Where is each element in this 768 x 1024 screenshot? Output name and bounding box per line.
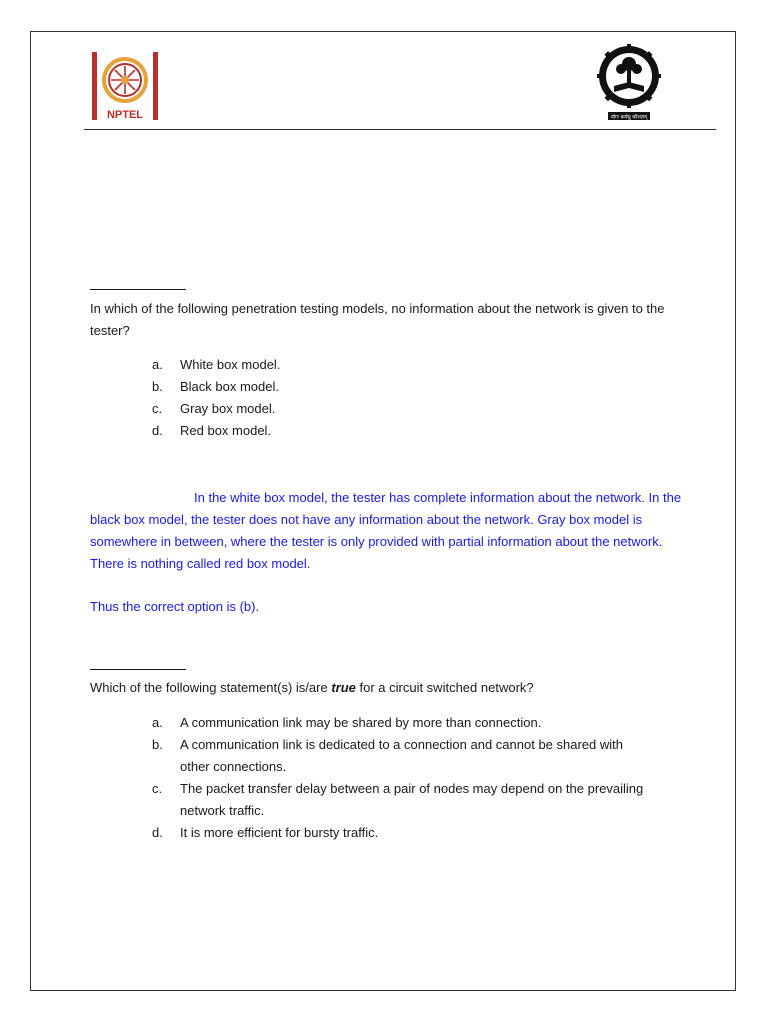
list-item [152, 822, 692, 844]
option-letter: b. [152, 379, 163, 394]
question-2-text-end: for a circuit switched network? [355, 680, 534, 695]
option-letter: a. [152, 357, 163, 372]
question-number-underline [90, 669, 186, 670]
header-divider [84, 129, 716, 130]
question-2-text-start: Which of the following statement(s) is/are [90, 680, 332, 695]
option-letter: c. [152, 401, 163, 416]
option-text: A communication link is dedicated to a connection and cannot be shared with other connections. [180, 737, 623, 774]
list-item [152, 376, 692, 398]
iit-kharagpur-emblem-icon [594, 42, 664, 124]
option-letter: a. [152, 715, 163, 730]
option-text: Gray box model. [180, 401, 276, 416]
question-2-options [152, 712, 692, 844]
option-text: Black box model. [180, 379, 279, 394]
option-text: Red box model. [180, 423, 272, 438]
option-text: It is more efficient for bursty traffic. [180, 825, 379, 840]
question-1-text: In which of the following penetration testing models, no information about the network is given to the tester? [90, 301, 665, 338]
question-1-explanation: In the white box model, the tester has complete information about the network. In the black box model, the tester does not have any information about the network. Gray box model is somewhere in between, where the tester is only provided with partial information about the network. There is nothing called red box model. [90, 490, 682, 571]
list-item [152, 734, 692, 778]
option-letter: b. [152, 737, 163, 752]
option-letter: d. [152, 423, 163, 438]
option-text: The packet transfer delay between a pair of nodes may depend on the prevailing network traffic. [180, 781, 644, 818]
nptel-logo-text: NPTEL [106, 109, 144, 121]
option-text: White box model. [180, 357, 281, 372]
question-2-emphasis: true [331, 680, 356, 695]
list-item [152, 778, 692, 822]
question-1-conclusion: Thus the correct option is (b). [90, 599, 260, 614]
question-number-underline [90, 289, 186, 290]
iit-emblem-motto: योगः कर्मसु कौशलम् [610, 114, 648, 121]
option-letter: d. [152, 825, 163, 840]
list-item [152, 712, 692, 734]
option-text: A communication link may be shared by more than connection. [180, 715, 542, 730]
list-item [152, 420, 692, 442]
question-2-text [90, 677, 690, 699]
nptel-logo-icon [90, 50, 160, 122]
list-item [152, 398, 692, 420]
list-item [152, 354, 692, 376]
question-1-options [152, 354, 692, 442]
option-letter: c. [152, 781, 163, 796]
